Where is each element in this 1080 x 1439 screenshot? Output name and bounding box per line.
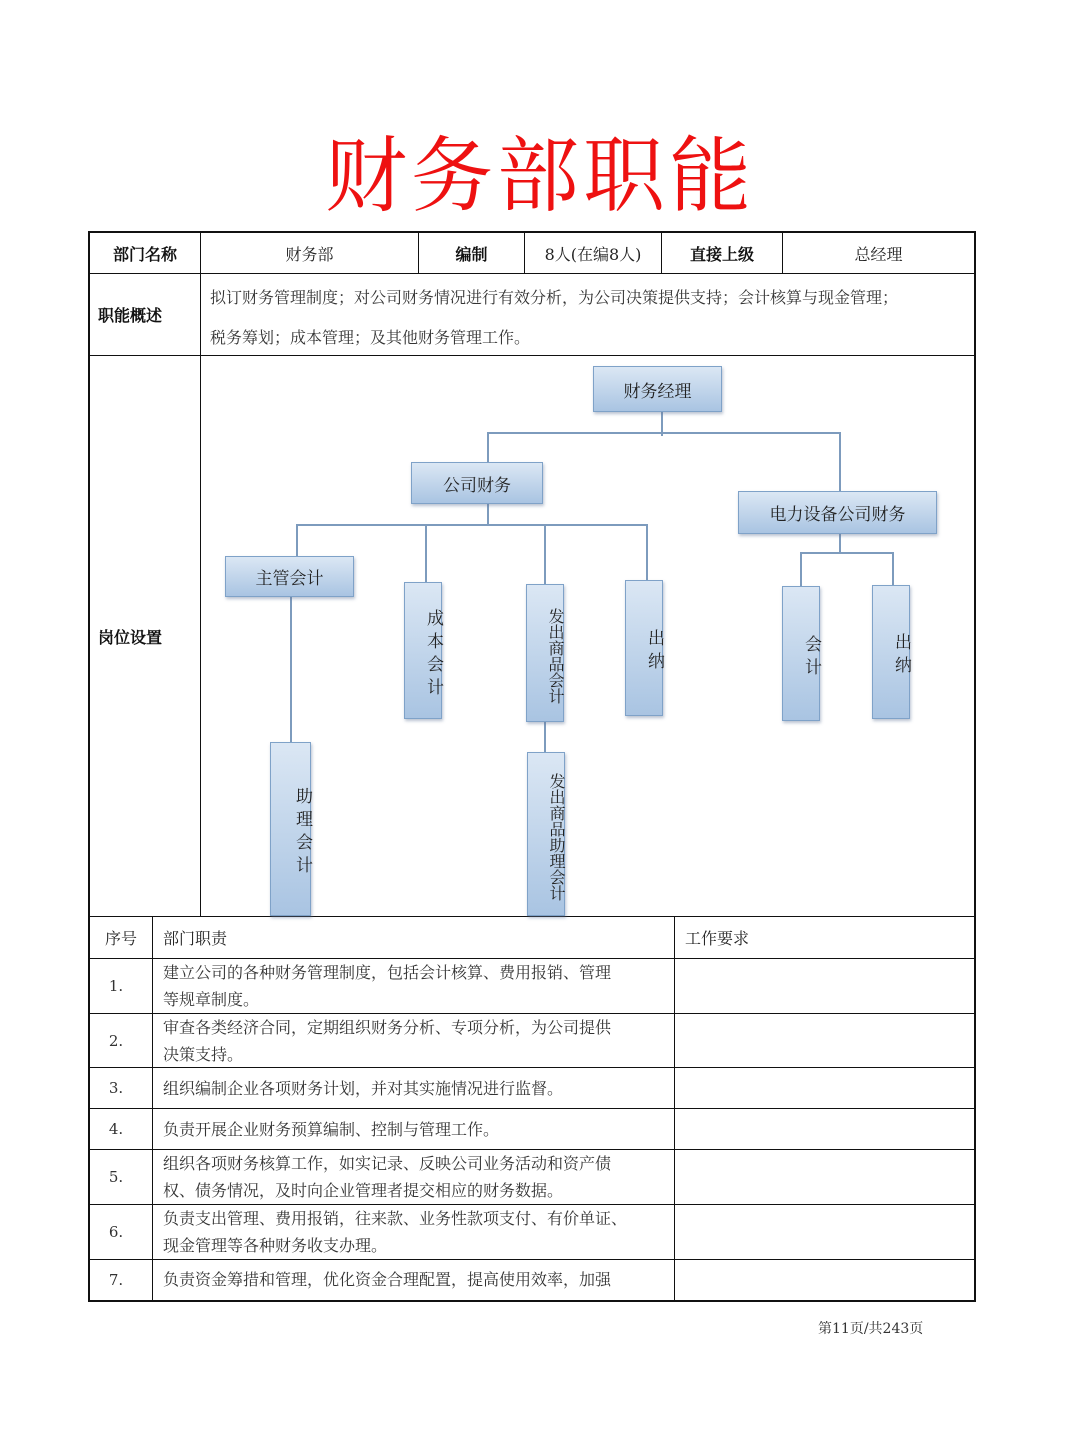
row-divider xyxy=(88,1259,976,1260)
overview-label: 职能概述 xyxy=(98,306,163,325)
dept-name-label: 部门名称 xyxy=(112,244,177,264)
org-connector xyxy=(839,432,841,491)
org-node-cost-accountant: 成本会计 xyxy=(404,582,442,719)
duty-text: 负责资金筹措和管理，优化资金合理配置，提高使用效率，加强 xyxy=(163,1270,612,1289)
overview-line: 税务筹划；成本管理；及其他财务管理工作。 xyxy=(210,328,531,347)
superior-label: 直接上级 xyxy=(689,244,754,264)
duty-text: 现金管理等各种财务收支办理。 xyxy=(163,1236,388,1255)
row-number: 5. xyxy=(108,1168,124,1186)
org-connector xyxy=(296,524,298,556)
org-connector xyxy=(544,524,546,584)
table-row xyxy=(163,1150,671,1204)
org-connector xyxy=(800,552,894,554)
table-row xyxy=(163,1014,671,1068)
org-node-assistant-accountant: 助理会计 xyxy=(270,742,311,916)
duty-text: 组织编制企业各项财务计划，并对其实施情况进行监督。 xyxy=(163,1079,564,1098)
table-row xyxy=(163,959,671,1013)
row-number: 1. xyxy=(108,977,124,995)
org-connector xyxy=(646,524,648,580)
org-node-goods-accountant: 发出商品会计 xyxy=(526,584,564,722)
duty-text: 等规章制度。 xyxy=(163,990,260,1009)
col-divider xyxy=(200,231,201,916)
page-title: 财务部职能 xyxy=(324,129,755,224)
duty-text: 组织各项财务核算工作，如实记录、反映公司业务活动和资产债 xyxy=(163,1154,612,1173)
col-divider xyxy=(152,916,153,1302)
duty-text: 权、债务情况，及时向企业管理者提交相应的财务数据。 xyxy=(163,1181,564,1200)
row-number: 6. xyxy=(108,1223,124,1241)
row-divider xyxy=(88,1108,976,1109)
duty-text: 建立公司的各种财务管理制度，包括会计核算、费用报销、管理 xyxy=(163,963,612,982)
org-node-cashier-2: 出纳 xyxy=(872,585,910,719)
org-connector xyxy=(487,504,489,526)
col-header-requirement: 工作要求 xyxy=(685,929,750,948)
duty-text: 负责支出管理、费用报销，往来款、业务性款项支付、有价单证、 xyxy=(163,1209,628,1228)
col-header-duty: 部门职责 xyxy=(163,929,228,948)
org-node-chief-accountant: 主管会计 xyxy=(225,556,354,597)
org-node-company-finance: 公司财务 xyxy=(411,462,543,504)
overview-text xyxy=(210,278,970,358)
duty-text: 负责开展企业财务预算编制、控制与管理工作。 xyxy=(163,1120,500,1139)
org-connector xyxy=(425,524,427,582)
org-node-cashier: 出纳 xyxy=(625,580,663,716)
org-node-accountant: 会计 xyxy=(782,586,820,721)
row-number: 7. xyxy=(108,1271,124,1289)
col-divider xyxy=(674,916,675,1302)
table-row xyxy=(163,1266,671,1293)
duty-text: 审查各类经济合同，定期组织财务分析、专项分析，为公司提供 xyxy=(163,1018,612,1037)
dept-name-value: 财务部 xyxy=(285,244,334,264)
org-node-finance-manager: 财务经理 xyxy=(593,366,722,412)
org-connector xyxy=(296,524,648,526)
org-label: 岗位设置 xyxy=(98,627,163,647)
duty-text: 决策支持。 xyxy=(163,1045,244,1064)
org-connector xyxy=(800,552,802,586)
superior-value: 总经理 xyxy=(854,244,903,264)
staff-label: 编制 xyxy=(455,244,488,264)
org-connector xyxy=(290,597,292,742)
table-row xyxy=(163,1205,671,1259)
row-number: 2. xyxy=(108,1031,124,1050)
staff-value: 8人(在编8人) xyxy=(544,244,642,264)
org-node-goods-assistant-accountant: 发出商品助理会计 xyxy=(527,752,565,916)
row-number: 4. xyxy=(108,1120,124,1138)
row-number: 3. xyxy=(108,1079,124,1097)
table-row xyxy=(163,1116,671,1143)
org-connector xyxy=(544,722,546,752)
row-divider xyxy=(88,273,976,274)
page-number: 第11页/共243页 xyxy=(818,1321,924,1337)
org-node-power-equipment-finance: 电力设备公司财务 xyxy=(738,491,937,534)
col-header-no: 序号 xyxy=(104,929,137,948)
org-connector xyxy=(839,534,841,554)
overview-line: 拟订财务管理制度；对公司财务情况进行有效分析，为公司决策提供支持；会计核算与现金管理； xyxy=(210,288,899,307)
org-connector xyxy=(892,552,894,585)
table-row xyxy=(163,1075,671,1102)
org-connector xyxy=(487,432,840,434)
org-connector xyxy=(487,432,489,462)
